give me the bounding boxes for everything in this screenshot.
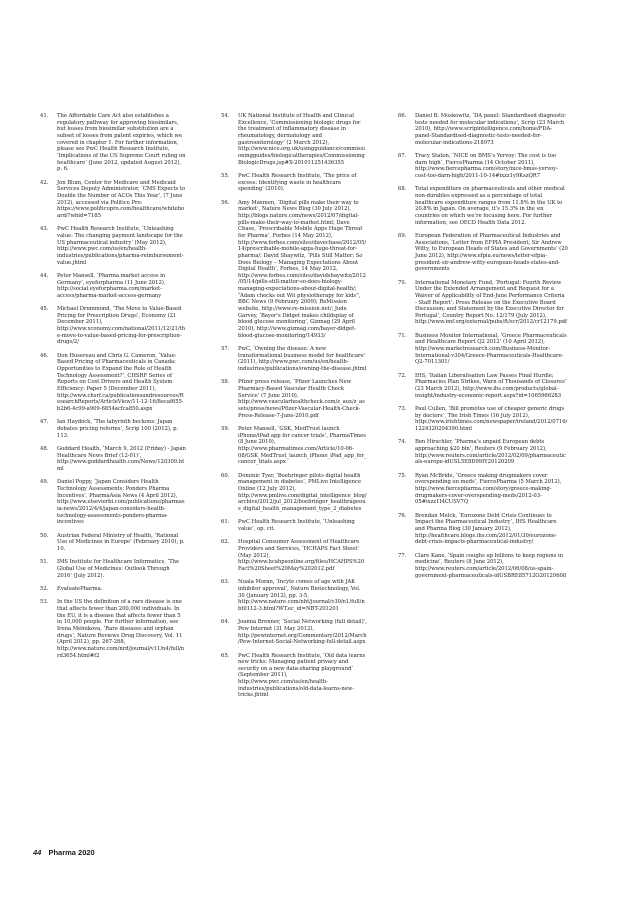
reference-text: Nuala Moran, ‘Incyte comes of age with JAK inhibitor approval’, Nature Biotechnology, Vol. 30 (January 2012), pp. 3-5, http://www.nature.com/nbt/journal/v30/n1/full/nbt0112-3.html?WT.ec_id=NBT-201201 — [238, 579, 365, 612]
reference-entry — [398, 333, 568, 366]
reference-entry — [221, 473, 367, 513]
reference-text: Brendan Melck, ‘Eurozone Debt Crisis Continues to Impact the Pharmaceutical Industry’, IHS Healthcare and Pharma Blog (30 January 2012), http://healthcare.blogs.ihs.com/2012/01/30/eurozone-debt-crisis-impacts-pharmaceutical-industry/ — [415, 512, 557, 546]
reference-number: 45. — [40, 306, 49, 313]
reference-entry — [221, 379, 367, 419]
reference-entry — [398, 439, 568, 466]
reference-entry — [221, 579, 367, 612]
reference-number: 60. — [221, 472, 230, 479]
reference-number: 65. — [221, 652, 230, 659]
reference-entry — [40, 180, 186, 220]
reference-text: Pfizer press release, ‘Pfizer Launches New Pharmacy-Based Vascular Health Check Service’ (7 June 2010), http://www.vascularhealthcheck.com/z_aux/z_assets/press/news/Pfizer-Vascular-Health-Check-Press-Release-7-June-2010.pdf — [238, 379, 365, 419]
reference-text: Don Husereau and Chris G. Cameron, ‘Value-Based Pricing of Pharmaceuticals in Canada: Opportunities to Expand the Role of Health Technology Assessment?’, CHSRF Series of Reports on Cost Drivers and Health System Efficiency: Paper 5 (December 2011), http://www.chsrf.ca/publicationsandresources/ResearchReports/ArticleView/11-12-16/8ecaf655-b2b6-4c99-a909-6854acfca850.aspx — [57, 352, 184, 413]
reference-number: 51. — [40, 559, 49, 566]
reference-entry — [40, 586, 186, 593]
reference-entry — [40, 273, 186, 300]
reference-text: EvaluatePharma. — [57, 585, 103, 592]
reference-number: 43. — [40, 226, 49, 233]
reference-text: Paul Cullen, ‘Bill promotes use of cheaper generic drugs by doctors’, The Irish Times (16 July 2012), http://www.irishtimes.com/newspaper/ireland/2012/0716/1224320204390.html — [415, 406, 568, 433]
reference-text: Business Monitor International, ‘Greece Pharmaceuticals and Healthcare Report Q2 2012’ (10 April 2012), http://www.marketresearch.com/Business-Monitor-International-v304/Greece-Pharmaceuticals-Healthcare-Q2-7011301/ — [415, 332, 567, 366]
reference-number: 58. — [221, 379, 230, 386]
reference-text: Peter Mansell, ‘GSK, MedTrust launch iPhone/iPad app for cancer trials’, PharmaTimes (8 June 2010), http://www.pharmatimes.com/Article/10-06-08/GSK_MedTrust_launch_iPhone_iPad_app_for_cancer_trials.aspx — [238, 426, 367, 466]
reference-text: The Affordable Care Act also establishes a regulatory pathway for approving biosimilars, but losses from biosimilar substitution are a subset of losses from patent expiries, which we covered in chapter 1. For further information, please see PwC Health Research Institute, ‘Implications of the US Supreme Court ruling on healthcare’ (June 2012, updated August 2012), p. 6. — [57, 113, 186, 173]
reference-number: 61. — [221, 519, 230, 526]
reference-text: PwC Health Research Institute, ‘Unleashing value’, op. cit. — [238, 519, 355, 532]
reference-number: 41. — [40, 113, 49, 119]
reference-number: 49. — [40, 479, 49, 486]
reference-entry — [221, 173, 367, 193]
reference-text: Ben Hirschler, ‘Pharma’s unpaid European debts approaching $20 bln’, Reuters (9 February 2012), http://www.reuters.com/article/2012/02/09/pharmaceuticals-europe-idUSL5E8D99IY20120209 — [415, 439, 566, 466]
reference-number: 55. — [221, 172, 230, 179]
reference-number: 56. — [221, 199, 230, 206]
reference-text: IMS Institute for Healthcare Informatics, ‘The Global Use of Medicines: Outlook Through 2016’ (July 2012). — [57, 559, 180, 579]
reference-entry — [40, 599, 186, 659]
reference-number: 52. — [40, 585, 49, 592]
reference-entry — [40, 559, 186, 579]
reference-number: 44. — [40, 272, 49, 279]
reference-number: 72. — [398, 372, 407, 379]
reference-number: 71. — [398, 332, 407, 339]
reference-text: Austrian Federal Ministry of Health, ‘Rational Use of Medicines in Europe’ (February 2010), p. 10. — [57, 532, 185, 552]
reference-entry — [40, 533, 186, 553]
reference-text: Michael Drummond, ‘The Move to Value-Based Pricing for Prescription Drugs’, Economy (21 December 2011), http://www.xconomy.com/national/2011/12/21/the-move-to-value-based-pricing-for-prescription-drugs/2/ — [57, 306, 186, 346]
reference-entry — [221, 519, 367, 532]
reference-number: 76. — [398, 512, 407, 519]
reference-text: International Monetary Fund, ‘Portugal: Fourth Review Under the Extended Arrangement and Request for a Waiver of Applicability of End-June Performance Criteria - Staff Report’; Press Release on the Executive Board Discussion; and Statement by the Executive Director for Portugal’, Country Report No. 12/179 (July 2012), http://www.imf.org/external/pubs/ft/scr/2012/cr12179.pdf — [415, 279, 567, 326]
reference-number: 59. — [221, 426, 230, 432]
reference-number: 46. — [40, 352, 49, 359]
reference-entry — [40, 113, 186, 173]
reference-number: 47. — [40, 419, 49, 426]
reference-entry — [221, 619, 367, 646]
reference-entry — [40, 306, 186, 346]
reference-entry — [40, 479, 186, 526]
reference-number: 62. — [221, 539, 230, 546]
reference-text: PwC, ‘Owning the disease: A new transformational business model for healthcare’ (2011), http://www.pwc.com/us/en/health-industries/publications/owning-the-disease.jhtml — [238, 346, 367, 373]
references-column-3 — [398, 113, 568, 586]
reference-text: Peter Mansell, ‘Pharma market access in Germany’, eyeforpharma (11 June 2012), http://social.eyeforpharma.com/market-access/pharma-market-access-germany — [57, 272, 166, 299]
reference-number: 75. — [398, 472, 407, 479]
reference-number: 66. — [398, 113, 407, 119]
reference-entry — [221, 200, 367, 340]
reference-number: 73. — [398, 406, 407, 413]
reference-number: 50. — [40, 532, 49, 539]
reference-number: 69. — [398, 232, 407, 239]
reference-text: European Federation of Pharmaceutical Industries and Associations, ‘Letter from EFPIA President, Sir Andrew Witty, to European Heads of States and Governments’ (20 June 2012), http://www.efpia.eu/news/letter-efpia-president-sir-andrew-witty-european-heads-states-and-governments — [415, 232, 568, 273]
reference-number: 77. — [398, 552, 407, 559]
reference-text: Joanna Brenner, ‘Social Networking (full detail)’, Pew Internet (31 May 2012), http://pewinternet.org/Commentary/2012/March/Pew-Internet-Social-Networking-full-detail.aspx — [238, 619, 367, 646]
reference-entry — [40, 419, 186, 439]
reference-entry — [398, 513, 568, 546]
reference-text: PwC Health Research Institute, ‘The price of excess: Identifying waste in healthcare spending’ (2010). — [238, 172, 357, 193]
publication-title: Pharma 2020 — [48, 848, 95, 857]
reference-text: In the US the definition of a rare disease is one that affects fewer than 200,000 individuals. In the EU, it is a disease that affects fewer than 5 in 10,000 people. For further information, see Irena Melnikova, ‘Rare diseases and orphan drugs’, Nature Reviews Drug Discovery, Vol. 11 (April 2012), pp. 267-268, http://www.nature.com/nrd/journal/v11/n4/full/nrd3654.html#f2 — [57, 599, 185, 659]
reference-entry — [398, 373, 568, 400]
reference-entry — [398, 186, 568, 226]
reference-text: PwC Health Research Institute, ‘Unleashing value: The changing payment landscape for the US pharmaceutical industry’ (May 2012), http://www.pwc.com/us/en/health-industries/publications/pharma-reimbursement-value.jhtml — [57, 226, 184, 266]
reference-text: IHS, ‘Italian Liberalisation Law Passes Final Hurdle; Pharmacies Plan Strikes, Warn of Thousands of Closures’ (23 March 2012), http://www.ihs.com/products/global-insight/industry-economic-report.aspx?id=1065966283 — [415, 372, 567, 399]
reference-entry — [398, 280, 568, 327]
reference-text: Jon Blum, Center for Medicare and Medicaid Services Deputy Administrator, ‘CMS Expects to Double the Number of ACOs This Year’, (7 June 2012), accessed via Politico Pro: https://www.politicopro.com/healthcare/whiteboard/?wbid=7185 — [57, 179, 186, 219]
reference-number: 68. — [398, 186, 407, 193]
references-column-1 — [40, 113, 186, 666]
reference-number: 57. — [221, 346, 230, 353]
reference-entry — [398, 153, 568, 180]
reference-text: UK National Institute of Health and Clinical Excellence, ‘Commissioning biologic drugs for the treatment of inflammatory disease in rheumatology, dermatology and gastroenterology’ (2 March 2012), http://www.nice.org.uk/usingguidance/commissioningguides/biologicaltherapies/CommissioningBiologicDrugs.jsp#X-201011251436355 — [238, 113, 365, 166]
reference-number: 42. — [40, 179, 49, 186]
reference-text: Amy Maxmen, ‘Digital pills make their way to market’, Nature News Blog (30 July 2012), http://blogs.nature.com/news/2012/07/digital-pills-make-their-way-to-market.html; Dave Chase, ‘Prescribable Mobile Apps Huge Threat for Pharma’, Forbes (14 May 2012), http://www.forbes.com/sites/davechase/2012/05/14/prescribable-mobile-apps-huge-threat-for-pharma/; David Shaywitz, ‘Pills Still Matter; So Does Biology – Managing Expectations About Digital Health’, Forbes, 14 May 2012, http://www.forbes.com/sites/davidshaywitz/2012/05/14/pills-still-matter-so-does-biology-managing-expectations-about-digital-health/; “Adam checks out Wii physiotherapy for kids”, BBC News (9 February 2009); ReMission website, http://www.re-mission.net/; Jude Garvey, ‘Bayer’s Didget makes childsplay of blood glucose monitoring’, Gizmag (29 April 2010), http://www.gizmag.com/bayer-didget-blood-glucose-monitoring/14933/ — [238, 199, 367, 339]
reference-text: Daniel B. Moskowitz, ‘DA panel: Standardised diagnostic tests needed for molecular indications’, Scrip (23 March 2010), http://www.scripintelligence.com/home/FDA-panel-Standardised-diagnostic-tests-needed-for-molecular-indications-218973 — [415, 113, 566, 146]
reference-number: 74. — [398, 439, 407, 446]
reference-entry — [40, 446, 186, 473]
reference-entry — [221, 426, 367, 466]
reference-entry — [398, 233, 568, 273]
reference-entry — [221, 539, 367, 572]
reference-text: Goddard Health, ‘March 9, 2012 (Friday) - Japan Healthcare News Brief (12-01)’, http://www.goddardhealth.com/News/120309.html — [57, 446, 186, 472]
reference-number: 48. — [40, 446, 49, 453]
reference-text: Ryan McBride, ‘Greece making drugmakers cover overspending on meds’, FiercePharma (5 March 2012), http://www.fiercepharma.com/story/greece-making-drugmakers-cover-overspending-meds/2012-03-05#ixzz1I4CUSV7Q — [415, 472, 562, 506]
reference-entry — [40, 353, 186, 413]
reference-text: Total expenditure on pharmaceuticals and other medical non-durables expressed as a percentage of total healthcare expenditure ranges from 11.8% in the UK to 20.8% in Japan. On average, it’s 15.3% in the six countries on which we’re focusing here. For further information, see OECD Health Data 2012. — [415, 186, 565, 226]
reference-number: 64. — [221, 619, 230, 626]
reference-text: Hospital Consumer Assessment of Healthcare Providers and Services, ‘HCHAPS Fact Sheet’ (May 2012), http://www.hcahpsonline.org/files/HCAHPS%20Fact%20Sheet%20May%202012.pdf — [238, 539, 365, 572]
reference-text: Ian Haydock, ‘The labyrinth beckons: Japan debates pricing reforms’, Scrip 100 (2012), p. 113. — [57, 419, 179, 439]
reference-entry — [40, 226, 186, 266]
reference-entry — [221, 346, 367, 373]
reference-entry — [221, 113, 367, 166]
reference-text: Daniel Poppy, ‘Japan Considers Health Technology Assessments; Ponders Pharma Incentives’, PharmaAsia News (4 April 2012), http://www.elsevierbi.com/publications/pharmasia-news/2012/4/4/japan-considers-health-technology-assessments-ponders-pharma-incentives — [57, 479, 185, 526]
reference-text: Clare Kane, ‘Spain coughs up billions to keep regions in medicine’, Reuters (8 June 2012), http://www.reuters.com/article/2012/06/08/us-spain-government-pharmaceuticals-idUSBRE85712O20120608 — [415, 552, 567, 579]
reference-number: 63. — [221, 579, 230, 586]
reference-entry — [221, 653, 367, 700]
references-column-2 — [221, 113, 367, 706]
reference-entry — [398, 113, 568, 146]
reference-text: Dominic Tyer, ‘Boehringer pilots digital health management in diabetes’, PMLive Intelligence Online (12 July 2012), http://www.pmlive.com/digital_intelligence_blog/archive/2012/jul_2012/boehringer_healthrageous_digital_health_management_type_2_diabetes — [238, 472, 367, 512]
reference-number: 70. — [398, 279, 407, 286]
reference-number: 67. — [398, 152, 407, 159]
reference-entry — [398, 473, 568, 506]
page-number: 44 — [33, 848, 42, 857]
reference-text: PwC Health Research Institute, ‘Old data learns new tricks: Managing patient privacy and security on a new data-sharing playground’ (September 2011), http://www.pwc.com/us/en/health-industries/publications/old-data-learns-new-tricks.jhtml — [238, 652, 366, 699]
reference-number: 53. — [40, 599, 49, 606]
reference-number: 54. — [221, 113, 230, 119]
page-footer — [33, 848, 95, 857]
reference-entry — [398, 406, 568, 433]
reference-entry — [398, 553, 568, 580]
reference-text: Tracy Staton, ‘NICE on BMS’s Yervoy: The cost is too darn high’, FiercePharma (14 October 2011), http://www.fiercepharma.com/story/nice-bmss-yervoy-cost-too-darn-high/2011-10-14#ixzz1y9KszQR7 — [415, 152, 558, 179]
